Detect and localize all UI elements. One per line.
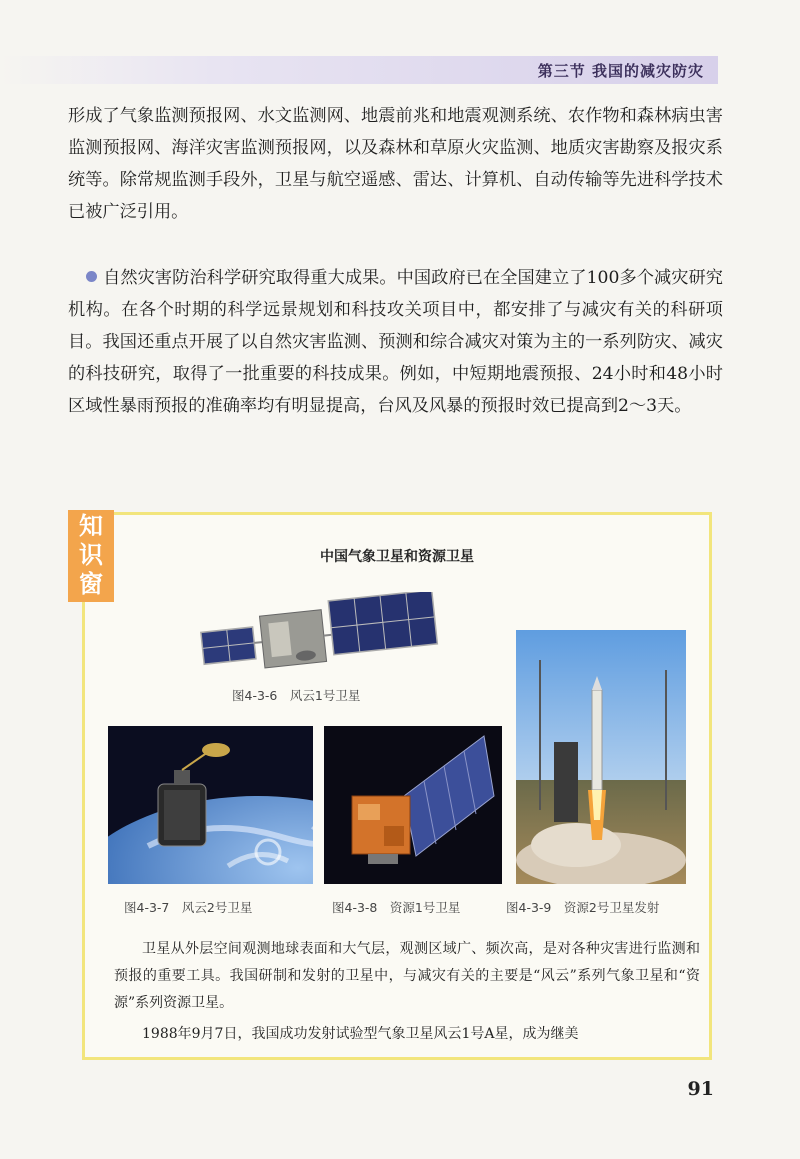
body-paragraph-1: 形成了气象监测预报网、水文监测网、地震前兆和地震观测系统、农作物和森林病虫害监测预报网、海洋灾害监测预报网，以及森林和草原火灾监测、地质灾害勘察及报灾系统等。除常规监测手段外，卫星与航空遥感、雷达、计算机、自动传输等先进科学技术已被广泛引用。: [68, 106, 723, 222]
knowledge-window-text-1: 卫星从外层空间观测地球表面和大气层，观测区域广、频次高，是对各种灾害进行监测和预报的重要工具。我国研制和发射的卫星中，与减灾有关的主要是“风云”系列气象卫星和“资源”系列资源卫星。: [114, 941, 700, 1011]
zy1-satellite-image: [324, 726, 502, 884]
figure-caption-4-3-6: 图4-3-6 风云1号卫星: [232, 688, 361, 703]
page-number: 91: [687, 1078, 714, 1100]
knowledge-window-text-2: 1988年9月7日，我国成功发射试验型气象卫星风云1号A星，成为继美: [142, 1026, 579, 1042]
knowledge-window-title: 中国气象卫星和资源卫星: [320, 549, 474, 565]
section-title: 第三节 我国的减灾防灾: [537, 62, 704, 80]
knowledge-window-tab: 知识窗: [68, 510, 114, 602]
body-paragraph-2-text: 自然灾害防治科学研究取得重大成果。中国政府已在全国建立了100多个减灾研究机构。在各个时期的科学远景规划和科技攻关项目中，都安排了与减灾有关的科研项目。我国还重点开展了以自然灾害监测、预测和综合减灾对策为主的一系列防灾、减灾的科技研究，取得了一批重要的科技成果。例如，中短期地震预报、24小时和48小时区域性暴雨预报的准确率均有明显提高，台风及风暴的预报时效已提高到2～3天。: [68, 268, 723, 416]
fy1-satellite-image: [200, 592, 440, 682]
figure-caption-4-3-7: 图4-3-7 风云2号卫星: [124, 900, 253, 915]
bullet-dot: [86, 271, 97, 282]
body-paragraph-2: [68, 262, 723, 422]
fy2-satellite-image: [108, 726, 313, 884]
zy2-launch-image: [516, 630, 686, 884]
figure-caption-4-3-8: 图4-3-8 资源1号卫星: [332, 900, 461, 915]
figure-caption-4-3-9: 图4-3-9 资源2号卫星发射: [506, 900, 660, 915]
